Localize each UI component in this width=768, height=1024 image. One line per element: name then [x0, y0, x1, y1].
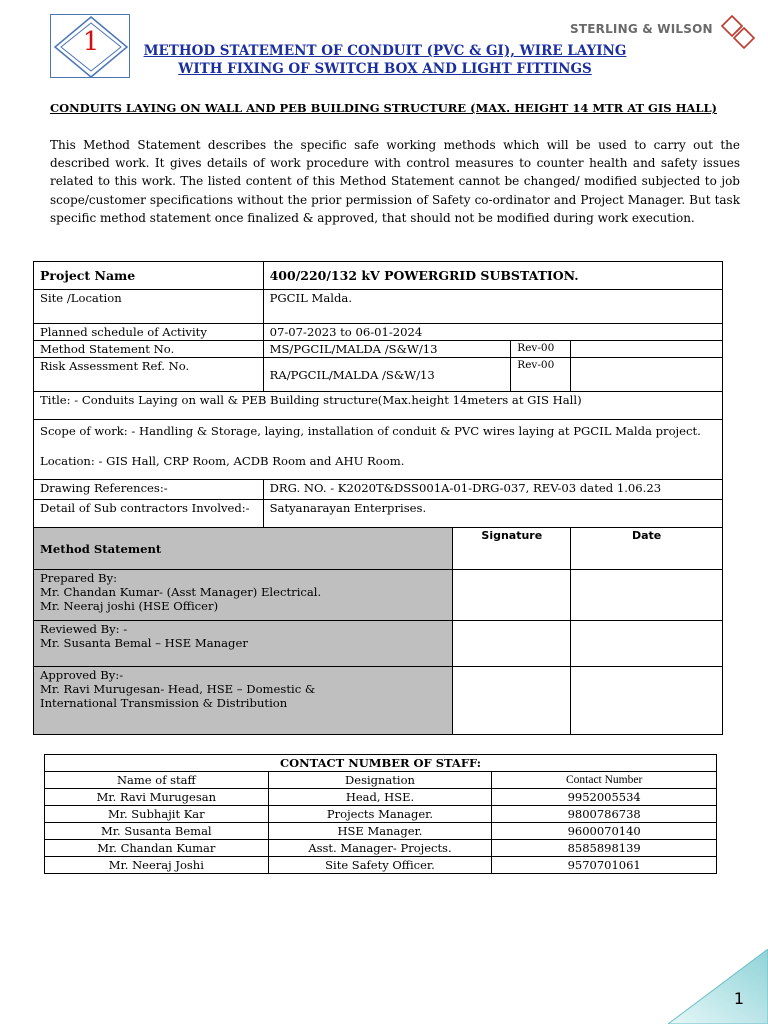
logo-box — [50, 14, 130, 78]
document-title — [140, 42, 630, 78]
scope-cell — [34, 420, 723, 480]
ms-extra — [571, 341, 723, 358]
date-header: Date — [571, 528, 723, 570]
drawing-value: DRG. NO. - K2020T&DSS001A-01-DRG-037, REV-03 dated 1.06.23 — [263, 480, 722, 500]
table-row — [34, 667, 723, 735]
signature-header: Signature — [453, 528, 571, 570]
info-table — [33, 261, 723, 735]
project-name: 400/220/132 kV POWERGRID SUBSTATION. — [263, 262, 722, 290]
staff-name: Mr. Neeraj Joshi — [45, 857, 269, 874]
table-row — [45, 789, 717, 806]
ra-label: Risk Assessment Ref. No. — [34, 358, 264, 392]
staff-name: Mr. Chandan Kumar — [45, 840, 269, 857]
subcontractor-label: Detail of Sub contractors Involved:- — [34, 500, 264, 528]
staff-contact: 9570701061 — [492, 857, 717, 874]
staff-contact: 9600070140 — [492, 823, 717, 840]
staff-contact: 8585898139 — [492, 840, 717, 857]
ms-number: MS/PGCIL/MALDA /S&W/13 — [263, 341, 511, 358]
ra-number: RA/PGCIL/MALDA /S&W/13 — [263, 358, 511, 392]
table-row — [34, 621, 723, 667]
table-row — [34, 500, 723, 528]
table-row — [34, 528, 723, 570]
reviewed-signature — [453, 621, 571, 667]
approved-date — [571, 667, 723, 735]
method-statement-header: Method Statement — [34, 528, 453, 570]
prepared-name-2: Mr. Neeraj joshi (HSE Officer) — [40, 599, 219, 613]
prepared-signature — [453, 570, 571, 621]
staff-designation: Head, HSE. — [268, 789, 492, 806]
approved-label: Approved By:- — [40, 668, 124, 682]
table-row — [45, 857, 717, 874]
contacts-table — [44, 754, 717, 874]
staff-name: Mr. Susanta Bemal — [45, 823, 269, 840]
title-line-2: WITH FIXING OF SWITCH BOX AND LIGHT FITTINGS — [178, 61, 592, 77]
staff-name: Mr. Subhajit Kar — [45, 806, 269, 823]
staff-designation: Asst. Manager- Projects. — [268, 840, 492, 857]
staff-designation: HSE Manager. — [268, 823, 492, 840]
staff-designation: Projects Manager. — [268, 806, 492, 823]
prepared-label: Prepared By: — [40, 571, 118, 585]
intro-paragraph: This Method Statement describes the specific safe working methods which will be used to carry out the described work. It gives details of work procedure with control measures to counter health and safety issues related to this work. The listed content of this Method Statement cannot be changed/ modified subjected to job scope/customer specifications without the prior permission of Safety co-ordinator and Project Manager. But task specific method statement once finalized & approved, that should not be modified during work execution. — [50, 138, 740, 225]
table-row — [45, 840, 717, 857]
table-row — [34, 290, 723, 324]
table-row — [34, 420, 723, 480]
reviewed-by — [34, 621, 453, 667]
reviewed-name: Mr. Susanta Bemal – HSE Manager — [40, 636, 248, 650]
header-designation: Designation — [268, 772, 492, 789]
approved-name-1: Mr. Ravi Murugesan- Head, HSE – Domestic & — [40, 682, 316, 696]
scope-text: Scope of work: - Handling & Storage, laying, installation of conduit & PVC wires laying at PGCIL Malda project. — [40, 424, 701, 438]
staff-contact: 9800786738 — [492, 806, 717, 823]
table-row — [45, 823, 717, 840]
title-line-1: METHOD STATEMENT OF CONDUIT (PVC & GI), WIRE LAYING — [143, 43, 627, 59]
table-row — [34, 392, 723, 420]
page-corner-triangle-icon — [668, 949, 768, 1024]
drawing-label: Drawing References:- — [34, 480, 264, 500]
project-name-label: Project Name — [34, 262, 264, 290]
brand-mark-icon — [718, 12, 758, 54]
table-row — [45, 806, 717, 823]
schedule-label: Planned schedule of Activity — [34, 324, 264, 341]
staff-contact: 9952005534 — [492, 789, 717, 806]
reviewed-label: Reviewed By: - — [40, 622, 128, 636]
logo-number: 1 — [82, 27, 100, 57]
ms-rev: Rev-00 — [511, 341, 571, 358]
staff-name: Mr. Ravi Murugesan — [45, 789, 269, 806]
ms-number-label: Method Statement No. — [34, 341, 264, 358]
prepared-date — [571, 570, 723, 621]
title-row: Title: - Conduits Laying on wall & PEB Building structure(Max.height 14meters at GIS Hall) — [34, 392, 723, 420]
table-row — [34, 358, 723, 392]
section-heading: CONDUITS LAYING ON WALL AND PEB BUILDING STRUCTURE (MAX. HEIGHT 14 MTR AT GIS HALL) — [50, 101, 717, 115]
approved-signature — [453, 667, 571, 735]
header-name: Name of staff — [45, 772, 269, 789]
ra-rev: Rev-00 — [511, 358, 571, 392]
table-row — [34, 324, 723, 341]
location-text: Location: - GIS Hall, CRP Room, ACDB Room and AHU Room. — [40, 454, 405, 468]
table-row — [34, 341, 723, 358]
page-number: 1 — [733, 989, 744, 1008]
header-contact: Contact Number — [492, 772, 717, 789]
table-row — [34, 262, 723, 290]
prepared-name-1: Mr. Chandan Kumar- (Asst Manager) Electrical. — [40, 585, 322, 599]
table-row — [34, 570, 723, 621]
reviewed-date — [571, 621, 723, 667]
site-value: PGCIL Malda. — [263, 290, 722, 324]
brand-name: STERLING & WILSON — [570, 22, 713, 36]
prepared-by — [34, 570, 453, 621]
approved-name-2: International Transmission & Distribution — [40, 696, 288, 710]
table-row — [34, 480, 723, 500]
staff-designation: Site Safety Officer. — [268, 857, 492, 874]
contacts-title: CONTACT NUMBER OF STAFF: — [45, 755, 717, 772]
schedule-value: 07-07-2023 to 06-01-2024 — [263, 324, 722, 341]
site-label: Site /Location — [34, 290, 264, 324]
subcontractor-value: Satyanarayan Enterprises. — [263, 500, 722, 528]
approved-by — [34, 667, 453, 735]
ra-extra — [571, 358, 723, 392]
